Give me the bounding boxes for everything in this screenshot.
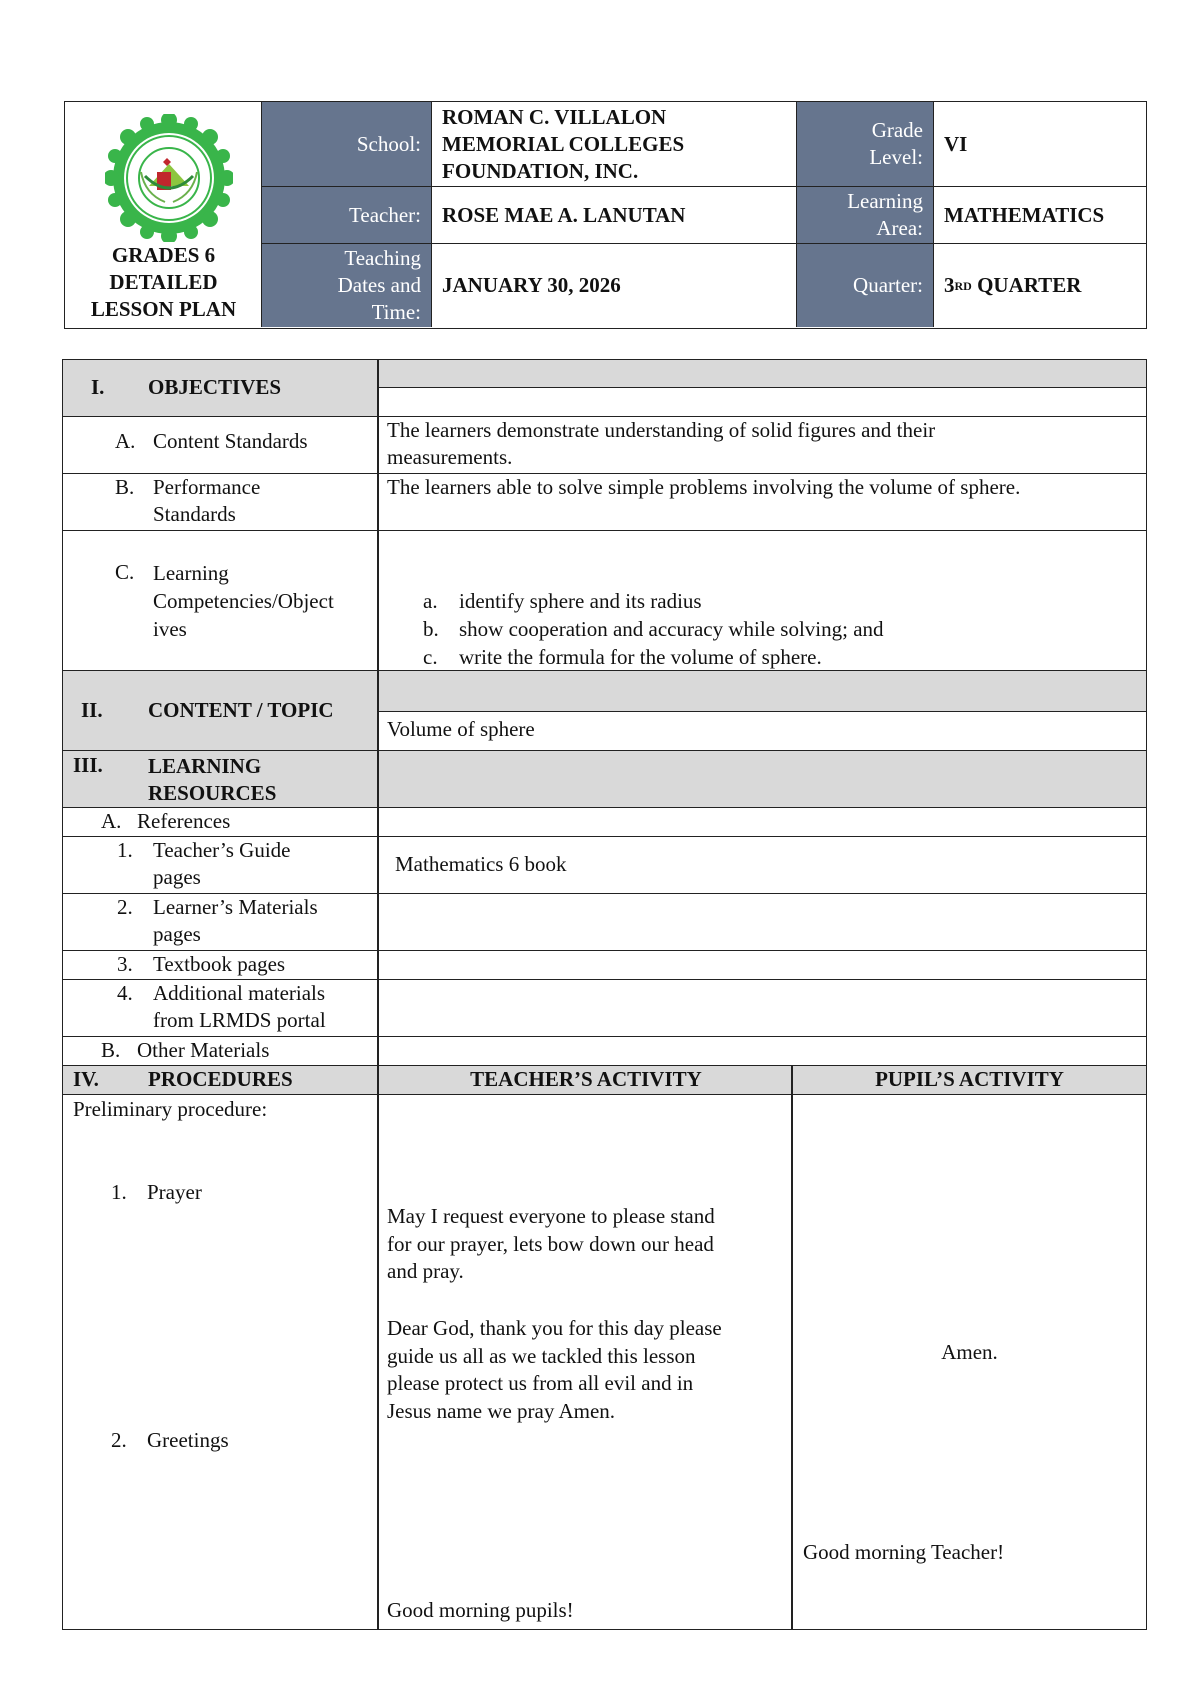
text-line: guide us all as we tackled this lesson (387, 1343, 696, 1368)
pupil-greeting-text: Good morning Teacher! (803, 1540, 1005, 1564)
school-line: ROMAN C. VILLALON (442, 105, 667, 129)
resource-item-row (63, 951, 1146, 980)
area-value-text: MATHEMATICS (944, 202, 1105, 227)
row-letter: B. (115, 475, 135, 499)
teacher-greeting-text: Good morning pupils! (387, 1598, 574, 1622)
resources-title (148, 753, 276, 807)
resource-item-row (63, 894, 1146, 951)
title-line: LEARNING (148, 754, 262, 778)
performance-standards-value: The learners able to solve simple problems involving the volume of sphere. (387, 475, 1021, 499)
content-topic-value: Volume of sphere (387, 717, 535, 741)
grade-label-line: Level: (869, 145, 923, 169)
teacher-prayer-text (387, 1203, 715, 1286)
resources-numeral: III. (73, 753, 103, 777)
teaching-dates-label (262, 244, 432, 327)
learning-area-value (934, 187, 1146, 244)
label-line: pages (153, 865, 201, 889)
label-line: Standards (153, 502, 236, 526)
dates-label-line: Dates and (337, 273, 421, 297)
competency-item (423, 587, 884, 615)
content-standards-label: Content Standards (153, 429, 308, 453)
text-line: Jesus name we pray Amen. (387, 1398, 616, 1423)
title-line: GRADES 6 (111, 243, 216, 267)
school-line: MEMORIAL COLLEGES (442, 132, 685, 156)
label-line: Competencies/Object (153, 589, 334, 613)
dates-label-line: Teaching (344, 246, 421, 270)
text-line: Dear God, thank you for this day please (387, 1316, 722, 1340)
quarter-word: QUARTER (971, 273, 1082, 297)
procedures-heading (63, 1066, 1146, 1095)
resources-heading (63, 751, 1146, 808)
teacher-label-text: Teacher: (349, 202, 421, 227)
competency-item (423, 643, 884, 671)
school-value (432, 102, 797, 187)
references-label: References (137, 809, 231, 833)
preliminary-procedure-label: Preliminary procedure: (73, 1097, 268, 1121)
item-text: identify sphere and its radius (459, 589, 702, 613)
label-line: pages (153, 922, 201, 946)
text-line: please protect us from all evil and in (387, 1371, 694, 1395)
value-line: The learners demonstrate understanding of solid figures and their (387, 418, 936, 442)
competency-item (423, 615, 884, 643)
performance-standards-label (153, 474, 260, 528)
label-line: Teacher’s Guide (153, 838, 291, 862)
learning-area-label (797, 187, 934, 244)
competencies-label (153, 559, 334, 643)
references-row (63, 808, 1146, 837)
teacher-activity-header: TEACHER’S ACTIVITY (470, 1067, 702, 1091)
header-table (64, 101, 1147, 329)
lesson-table (62, 359, 1147, 1630)
objectives-numeral: I. (91, 375, 105, 399)
grade-label-line: Grade (871, 118, 923, 142)
step-greetings-label: Greetings (147, 1428, 229, 1452)
area-label-line: Learning (847, 189, 923, 213)
resource-item-row (63, 980, 1146, 1037)
teacher-value-text: ROSE MAE A. LANUTAN (442, 202, 686, 227)
item-text: show cooperation and accuracy while solving; and (459, 617, 884, 641)
quarter-value: 3 RD QUARTER (944, 273, 1082, 297)
school-label (262, 102, 432, 187)
step-number: 2. (111, 1428, 127, 1452)
label-line: from LRMDS portal (153, 1008, 326, 1032)
content-standards-row (63, 417, 1146, 474)
school-seal-logo (105, 114, 233, 242)
text-line: and pray. (387, 1259, 464, 1283)
text-line: for our prayer, lets bow down our head (387, 1231, 714, 1256)
grade-label (797, 102, 934, 187)
other-materials-label: Other Materials (137, 1038, 270, 1062)
performance-standards-row (63, 474, 1146, 531)
content-standards-value (387, 417, 935, 471)
row-letter: A. (115, 429, 136, 453)
lesson-plan-title (65, 242, 262, 323)
teacher-dear-god-text (387, 1315, 722, 1425)
value-line: measurements. (387, 445, 513, 469)
quarter-label-text: Quarter: (853, 273, 923, 297)
item-number: 2. (117, 895, 133, 919)
objectives-title: OBJECTIVES (148, 375, 282, 399)
procedures-title: PROCEDURES (148, 1067, 293, 1091)
step-prayer-label: Prayer (147, 1180, 202, 1204)
item-number: 4. (117, 981, 133, 1005)
procedures-numeral: IV. (73, 1067, 99, 1091)
title-line: DETAILED (109, 270, 218, 294)
school-line: FOUNDATION, INC. (442, 159, 639, 183)
item-text: write the formula for the volume of sphere. (459, 645, 822, 669)
resources-divider (377, 751, 379, 808)
label-line: Learner’s Materials (153, 895, 318, 919)
quarter-number: 3 (944, 273, 955, 297)
pupil-amen-text: Amen. (941, 1340, 998, 1364)
objectives-blank-row (379, 388, 1146, 417)
row-letter: C. (115, 560, 135, 584)
teaching-dates-value (432, 244, 797, 327)
item-marker: c. (423, 645, 438, 669)
teacher-label (262, 187, 432, 244)
resource-item-label (153, 894, 318, 948)
quarter-label (797, 244, 934, 327)
item-number: 3. (117, 952, 133, 976)
item-marker: b. (423, 617, 439, 641)
teacher-value (432, 187, 797, 244)
step-number: 1. (111, 1180, 127, 1204)
item-number: 1. (117, 838, 133, 862)
logo-cell (65, 102, 262, 327)
content-shaded-row (379, 671, 1146, 712)
resource-item-label: Textbook pages (153, 952, 286, 976)
label-line: Additional materials (153, 981, 326, 1005)
row-letter: B. (101, 1038, 121, 1062)
competencies-list (423, 587, 884, 671)
label-line: Performance (153, 475, 261, 499)
text-line: May I request everyone to please stand (387, 1204, 715, 1228)
procedures-divider (377, 1066, 379, 1095)
pupil-activity-header: PUPIL’S ACTIVITY (875, 1067, 1064, 1091)
item-marker: a. (423, 589, 438, 613)
objectives-shaded-row (379, 360, 1146, 388)
competencies-row (63, 531, 1146, 671)
content-title: CONTENT / TOPIC (148, 698, 334, 722)
grade-value (934, 102, 1146, 187)
content-numeral: II. (81, 698, 103, 722)
dates-label-line: Time: (371, 300, 421, 324)
area-label-line: Area: (876, 216, 923, 240)
other-materials-row (63, 1037, 1146, 1066)
dates-value-text: JANUARY 30, 2026 (442, 273, 621, 297)
row-letter: A. (101, 809, 122, 833)
objectives-heading (63, 360, 377, 417)
label-line: ives (153, 617, 187, 641)
content-topic-heading (63, 671, 377, 751)
resource-item-value: Mathematics 6 book (395, 852, 567, 876)
resource-item-row (63, 837, 1146, 894)
title-line: RESOURCES (148, 781, 277, 805)
school-label-text: School: (356, 131, 421, 156)
resource-item-label (153, 980, 326, 1034)
label-line: Learning (153, 561, 229, 585)
content-value-cell (379, 712, 1146, 751)
title-line: LESSON PLAN (90, 297, 237, 321)
resource-item-label (153, 837, 291, 891)
grade-value-text: VI (944, 131, 968, 156)
